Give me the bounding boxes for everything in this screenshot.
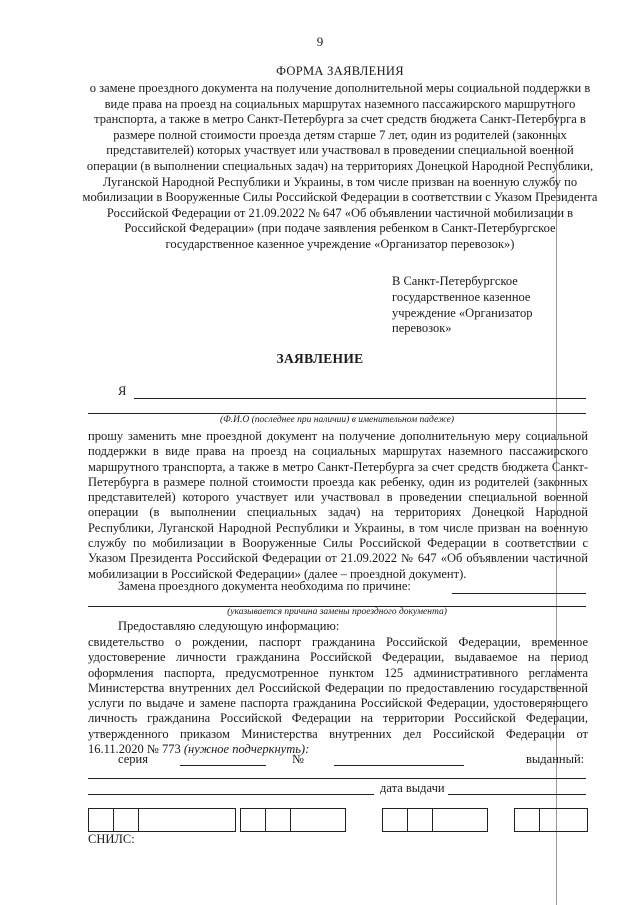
documents-paragraph <box>88 635 588 757</box>
form-intro: о замене проездного документа на получение дополнительной меры социальной поддержки в виде права на проезд на социальных маршрутах наземного пассажирского маршрутного транспорта, а также в метро Санкт-Петербурга за счет средств бюджета Санкт-Петербурга в размере полной стоимости проезда детям старше 7 лет, один из родителей (законных представителей) которых участвует или участвовал в проведении специальной военной операции (в выполнении специальных задач) на территориях Донецкой Народной Республики, Луганской Народной Республики и Украины, в том числе призван на военную службу по мобилизации в Вооруженные Силы Российской Федерации в соответствии с Указом Президента Российской Федерации от 21.09.2022 № 647 «Об объявлении частичной мобилизации в Российской Федерации» (при подаче заявления ребенком в Санкт-Петербургское государственное казенное учреждение «Организатор перевозок») <box>82 81 598 251</box>
provide-label: Предоставляю следующую информацию: <box>118 619 340 633</box>
documents-note: (нужное подчеркнуть): <box>183 742 310 757</box>
addressee-block: В Санкт-Петербургское государственное казенное учреждение «Организатор перевозок» <box>392 274 533 336</box>
snils-cells-3[interactable] <box>382 808 488 832</box>
issue-date-line[interactable] <box>448 794 586 795</box>
number-label: № <box>292 752 304 766</box>
ya-label: Я <box>118 384 127 398</box>
fio-caption: (Ф.И.О (последнее при наличии) в именительном падеже) <box>219 415 455 425</box>
form-title: ФОРМА ЗАЯВЛЕНИЯ <box>276 64 404 78</box>
applicant-name-line[interactable] <box>134 398 586 399</box>
series-line[interactable] <box>180 765 266 766</box>
request-paragraph: прошу заменить мне проездной документ на получение дополнительную меру социальной поддержки в виде права на проезд на социальных маршрутах наземного пассажирского маршрутного транспорта, а также в метро Санкт-Петербурга за счет средств бюджета Санкт-Петербурга в размере полной стоимости проезда как ребенку, один из родителей (законных представителей) которого участвует или участвовал в проведении специальной военной операции (в выполнении специальных задач) на территориях Донецкой Народной Республики, Луганской Народной Республики и Украины, в том числе призван на военную службу по мобилизации в Вооруженные Силы Российской Федерации в соответствии с Указом Президента Российской Федерации от 21.09.2022 № 647 «Об объявлении частичной мобилизации в Российской Федерации» (далее – проездной документ). <box>88 429 588 581</box>
statement-heading: ЗАЯВЛЕНИЕ <box>276 351 364 366</box>
reason-caption: (указывается причина замены проездного документа) <box>227 607 447 617</box>
snils-cells-2[interactable] <box>240 808 346 832</box>
series-label: серия <box>118 752 148 766</box>
issued-label: выданный: <box>526 752 585 766</box>
issued-by-line[interactable] <box>88 778 586 779</box>
number-line[interactable] <box>334 765 464 766</box>
issue-date-label: дата выдачи <box>380 781 445 795</box>
reason-label: Замена проездного документа необходима по причине: <box>118 579 411 593</box>
snils-label: СНИЛС: <box>88 832 135 846</box>
documents-text: свидетельство о рождении, паспорт гражданина Российской Федерации, временное удостоверение личности гражданина Российской Федерации, выдаваемое на период оформления паспорта, предусмотренное пунктом 125 административного регламента Министерства внутренних дел Российской Федерации по предоставлению государственной услуги по выдаче и замене паспорта гражданина Российской Федерации, удостоверяющего личность гражданина Российской Федерации на территории Российской Федерации, утвержденного приказом Министерства внутренних дел Российской Федерации от 16.11.2020 № 773 <box>88 635 588 757</box>
snils-cells-4[interactable] <box>514 808 588 832</box>
reason-line[interactable] <box>452 593 586 594</box>
snils-cells-1[interactable] <box>88 808 236 832</box>
issued-by-line-2[interactable] <box>88 794 374 795</box>
page-number: 9 <box>316 34 324 49</box>
applicant-name-line-2[interactable] <box>88 413 586 414</box>
